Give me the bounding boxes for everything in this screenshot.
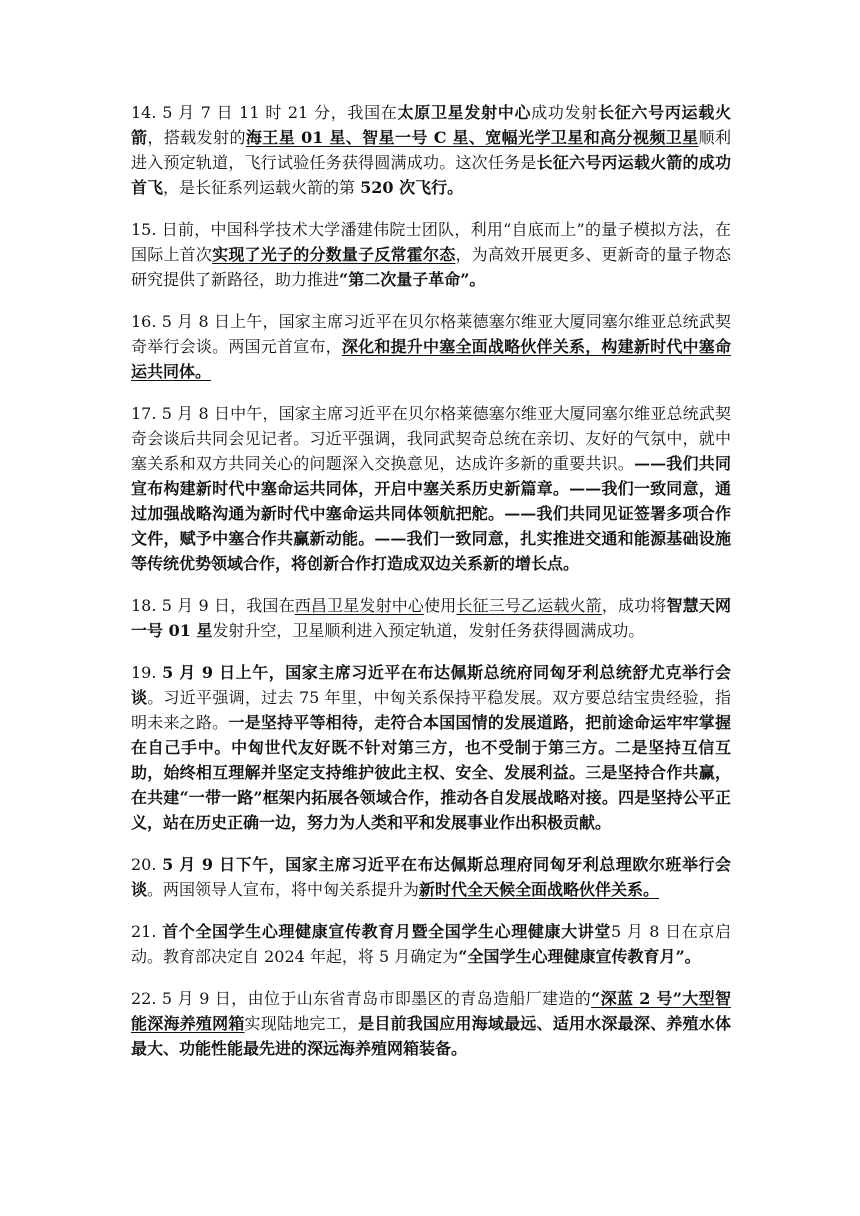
news-item — [131, 986, 731, 1061]
emphasis-text: ——我们共同宣布构建新时代中塞命运共同体，开启中塞关系历史新篇章。——我们一致同意，通过加强战略沟通为新时代中塞命运共同体领航把舵。——我们共同见证签署多项合作文件，赋予中塞合作共赢新动能。——我们一致同意，扎实推进交通和能源基础设施等传统优势领域合作，将创新合作打造成双边关系新的增长点。 — [131, 454, 731, 573]
body-text: 实现陆地完工， — [244, 1014, 359, 1033]
body-text: 长征三号乙运载火箭 — [456, 596, 602, 615]
emphasis-text: “深蓝 2 号”大型智能深海养殖网箱 — [131, 989, 731, 1033]
emphasis-text: 太原卫星发射中心 — [397, 103, 532, 122]
emphasis-text: 深化和提升中塞全面战略伙伴关系，构建新时代中塞命运共同体。 — [131, 337, 731, 381]
emphasis-text: 长征六号丙运载火箭 — [131, 103, 731, 147]
news-item — [131, 660, 731, 835]
emphasis-text: 首个全国学生心理健康宣传教育月暨全国学生心理健康大讲堂 — [162, 922, 611, 941]
body-text: ，是长征系列运载火箭的第 — [163, 178, 361, 197]
emphasis-text: 海王星 01 星、智星一号 C 星、宽幅光学卫星和高分视频卫星 — [245, 128, 699, 147]
body-text: 使用 — [424, 596, 457, 615]
body-text: ，成功将 — [601, 596, 667, 615]
body-text: 15. 日前，中国科学技术大学潘建伟院士团队，利用“自底而上”的量子模拟方法，在国际上首次 — [131, 220, 731, 264]
news-item — [131, 919, 731, 969]
emphasis-text: “全国学生心理健康宣传教育月”。 — [458, 947, 701, 966]
body-text: 18. 5 月 9 日，我国在 — [131, 596, 295, 615]
body-text: 16. 5 月 8 日上午，国家主席习近平在贝尔格莱德塞尔维亚大厦同塞尔维亚总统武契奇举行会谈。两国元首宣布， — [131, 312, 731, 356]
body-text: 19. — [131, 663, 163, 682]
emphasis-text: 520 次飞行。 — [360, 178, 464, 197]
news-list — [131, 100, 731, 1078]
body-text: 5 月 8 日在京启动。教育部决定自 2024 年起，将 5 月确定为 — [131, 922, 731, 966]
emphasis-text: 5 月 9 日下午，国家主席习近平在布达佩斯总理府同匈牙利总理欧尔班举行会谈 — [131, 855, 731, 899]
emphasis-text: 智慧天网一号 01 星 — [131, 596, 731, 640]
emphasis-text: 5 月 9 日上午，国家主席习近平在布达佩斯总统府同匈牙利总统舒尤克举行会谈 — [131, 663, 731, 707]
emphasis-text: 长征六号丙运载火箭的成功首飞 — [131, 153, 731, 197]
body-text: 西昌卫星发射中心 — [294, 596, 425, 615]
body-text: 。习近平强调，过去 75 年里，中匈关系保持平稳发展。双方要总结宝贵经验，指明未来之路。 — [131, 688, 731, 732]
news-item — [131, 401, 731, 576]
emphasis-text: 实现了光子的分数量子反常霍尔态 — [212, 245, 456, 264]
body-text: 14. 5 月 7 日 11 时 21 分，我国在 — [131, 103, 398, 122]
body-text: ，为高效开展更多、更新奇的量子物态研究提供了新路径，助力推进 — [131, 245, 731, 289]
news-item — [131, 100, 731, 200]
body-text: 。两国领导人宣布，将中匈关系提升为 — [147, 880, 420, 899]
body-text: 17. 5 月 8 日中午，国家主席习近平在贝尔格莱德塞尔维亚大厦同塞尔维亚总统武契奇会谈后共同会见记者。习近平强调，我同武契奇总统在亲切、友好的气氛中，就中塞关系和双方共同关心的问题深入交换意见，达成许多新的重要共识。 — [131, 404, 731, 473]
news-item — [131, 217, 731, 292]
body-text: 21. — [131, 922, 163, 941]
body-text: 成功发射 — [531, 103, 599, 122]
body-text: ，搭载发射的 — [147, 128, 246, 147]
body-text: 发射升空，卫星顺利进入预定轨道，发射任务获得圆满成功。 — [212, 621, 645, 640]
news-item — [131, 593, 731, 643]
body-text: 20. — [131, 855, 163, 874]
news-item — [131, 309, 731, 384]
emphasis-text: 新时代全天候全面战略伙伴关系。 — [419, 880, 660, 899]
emphasis-text: “第二次量子革命”。 — [339, 270, 486, 289]
body-text: 顺利进入预定轨道，飞行试验任务获得圆满成功。这次任务是 — [131, 128, 731, 172]
body-text: 22. 5 月 9 日，由位于山东省青岛市即墨区的青岛造船厂建造的 — [131, 989, 592, 1008]
emphasis-text: 是目前我国应用海域最远、适用水深最深、养殖水体最大、功能性能最先进的深远海养殖网箱装备。 — [131, 1014, 731, 1058]
emphasis-text: 一是坚持平等相待，走符合本国国情的发展道路，把前途命运牢牢掌握在自己手中。中匈世代友好既不针对第三方，也不受制于第三方。二是坚持互信互助，始终相互理解并坚定支持维护彼此主权、安全、发展利益。三是坚持合作共赢，在共建“一带一路”框架内拓展各领域合作，推动各自发展战略对接。四是坚持公平正义，站在历史正确一边，努力为人类和平和发展事业作出积极贡献。 — [131, 713, 731, 832]
news-item — [131, 852, 731, 902]
